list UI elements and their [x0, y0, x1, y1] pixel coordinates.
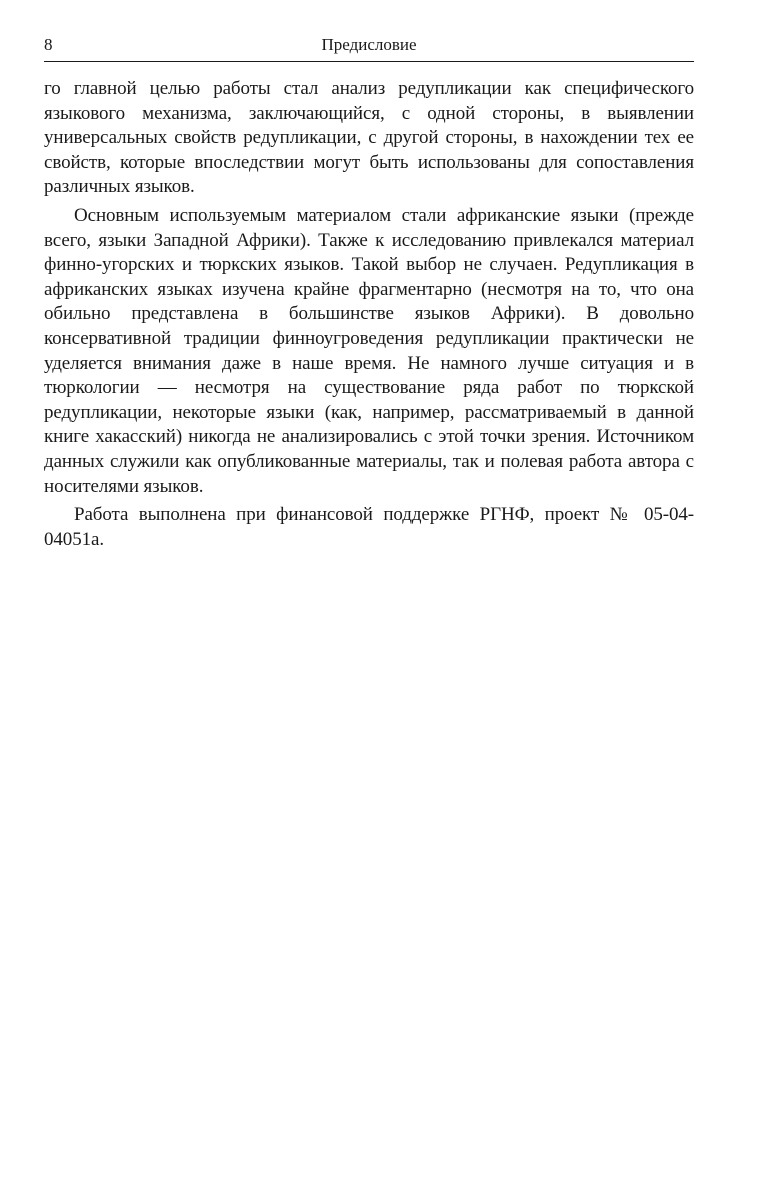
paragraph-continuation: го главной целью работы стал анализ редупликации как специфического языкового механизма, заключающийся, с одной стороны, в выявлении универсальных свойств редупликации, с другой стороны, в нахождении тех ее свойств, которые впоследствии могут быть использованы для сопоставления различных языков. [44, 78, 694, 198]
running-head [44, 32, 694, 58]
book-page [44, 0, 694, 1190]
page-number: 8 [44, 35, 53, 54]
paragraph-funding: Работа выполнена при финансовой поддержке РГНФ, проект № 05-04-04051а. [44, 504, 694, 550]
header-rule [44, 61, 694, 62]
running-title: Предисловие [321, 35, 417, 54]
paragraph-materials: Основным используемым материалом стали африканские языки (прежде всего, языки Западной Африки). Также к исследованию привлекался материал финно-угорских и тюркских языков. Такой выбор не случаен. Редупликация в африканских языках изучена крайне фрагментарно (несмотря на то, что она обильно представлена в большинстве языков Африки). В довольно консервативной традиции финноугроведения редупликации практически не уделяется внимания даже в наше время. Не намного лучше ситуация и в тюркологии — несмотря на существование ряда работ по тюркской редупликации, некоторые языки (как, например, рассматриваемый в данной книге хакасский) никогда не анализировались с этой точки зрения. Источником данных служили как опубликованные материалы, так и полевая работа автора с носителями языков. [44, 204, 694, 497]
body-text [44, 77, 694, 556]
